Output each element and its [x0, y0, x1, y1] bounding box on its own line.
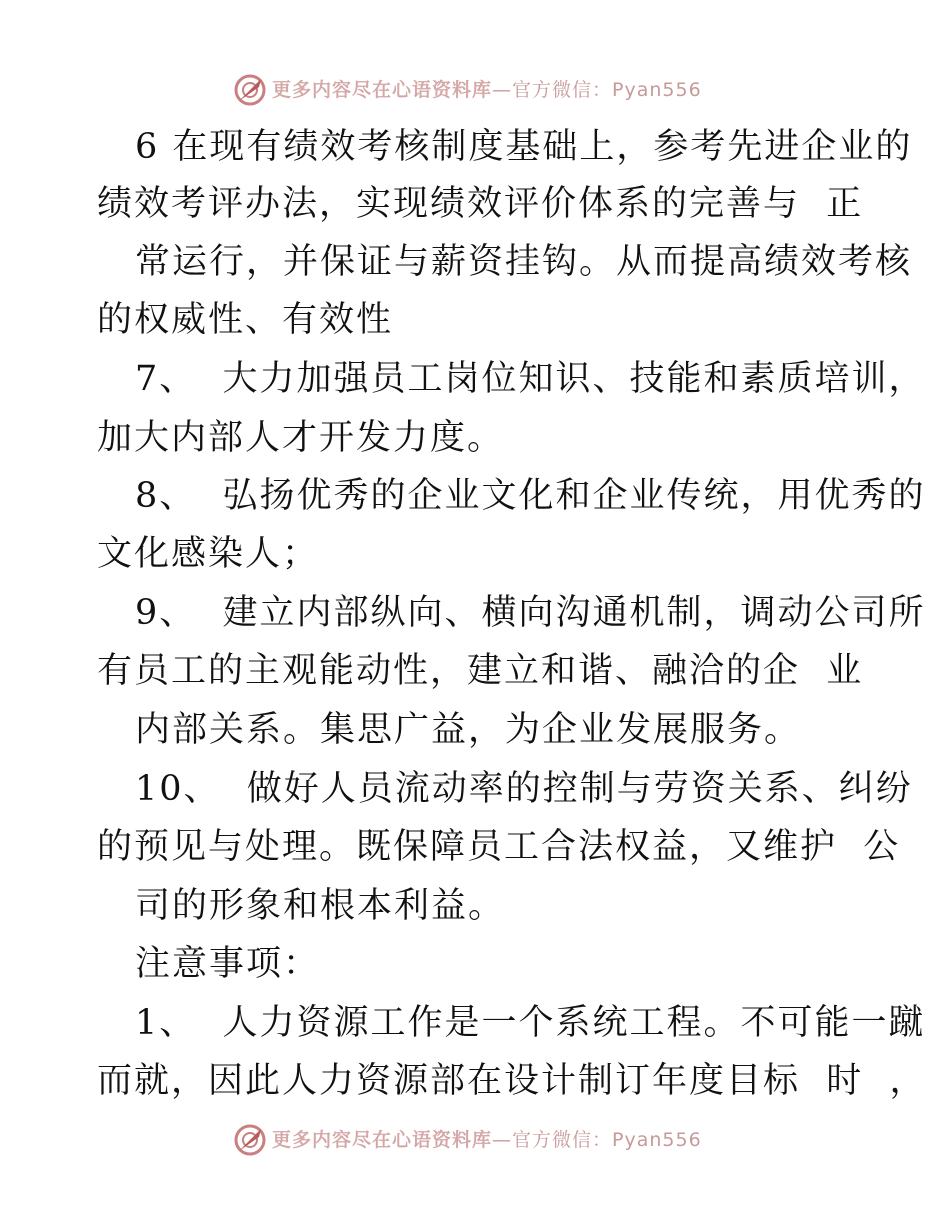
logo-icon — [233, 1123, 267, 1157]
footer-banner-main: 更多内容尽在心语资料库 — [272, 1129, 493, 1151]
text-line: 9、 建立内部纵向、横向沟通机制，调动公司所 — [135, 593, 926, 633]
text-line: 司的形象和根本利益。 — [135, 886, 506, 926]
header-banner-text — [272, 77, 702, 103]
footer-banner-text — [272, 1127, 702, 1153]
text-line: 的预见与处理。既保障员工合法权益，又维护 公 — [97, 827, 901, 867]
text-line: 文化感染人； — [97, 534, 320, 574]
text-line: 8、 弘扬优秀的企业文化和企业传统，用优秀的 — [135, 476, 926, 516]
text-line: 内部关系。集思广益，为企业发展服务。 — [135, 710, 802, 750]
text-line: 有员工的主观能动性，建立和谐、融洽的企 业 — [97, 651, 864, 691]
footer-banner — [0, 1120, 950, 1160]
text-line: 10、 做好人员流动率的控制与劳资关系、纠纷 — [135, 769, 913, 809]
text-line: 绩效考评办法，实现绩效评价体系的完善与 正 — [97, 184, 864, 224]
logo-icon — [233, 73, 267, 107]
text-line: 常运行，并保证与薪资挂钩。从而提高绩效考核 — [135, 242, 913, 282]
header-banner — [0, 70, 950, 110]
header-banner-main: 更多内容尽在心语资料库 — [272, 79, 493, 101]
text-line: 而就，因此人力资源部在设计制订年度目标 时 ， — [97, 1061, 927, 1101]
text-line: 注意事项： — [135, 944, 321, 984]
footer-banner-sub: —官方微信：Pyan556 — [492, 1129, 702, 1151]
text-line: 的权威性、有效性 — [97, 300, 394, 340]
header-banner-sub: —官方微信：Pyan556 — [492, 79, 702, 101]
text-line: 加大内部人才开发力度。 — [97, 418, 505, 458]
text-line: 7、 大力加强员工岗位知识、技能和素质培训， — [135, 359, 926, 399]
text-line: 1、 人力资源工作是一个系统工程。不可能一蹴 — [135, 1003, 926, 1043]
text-line: 6 在现有绩效考核制度基础上，参考先进企业的 — [135, 127, 913, 167]
